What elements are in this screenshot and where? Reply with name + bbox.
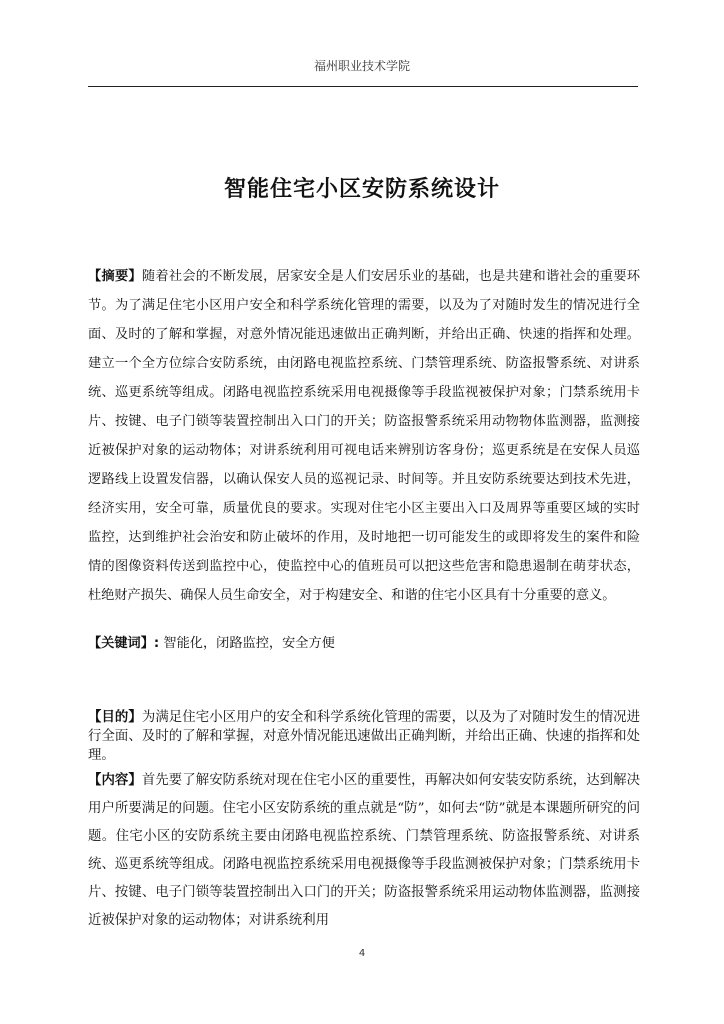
- content-text: 首先要了解安防系统对现在住宅小区的重要性，再解决如何安装安防系统，达到解决用户所要满足的问题。住宅小区安防系统的重点就是“防”，如何去“防”就是本课题所研究的问题。住宅小区的安防系统主要由闭路电视监控系统、门禁管理系统、防盗报警系统、对讲系统、巡更系统等组成。闭路电视监控系统采用电视摄像等手段监测被保护对象；门禁系统用卡片、按键、电子门锁等装置控制出入口门的开关；防盗报警系统采用运动物体监测器，监测接近被保护对象的运动物体；对讲系统利用: [88, 773, 641, 928]
- content-paragraph: [88, 766, 640, 935]
- abstract-paragraph: [88, 262, 640, 610]
- keywords-text: 智能化，闭路监控，安全方便: [163, 636, 335, 651]
- purpose-label: 【目的】: [88, 709, 142, 725]
- keywords-label: 【关键词】:: [88, 636, 160, 651]
- keywords-line: [88, 632, 640, 651]
- content-label: 【内容】: [88, 772, 142, 788]
- abstract-label: 【摘要】: [88, 269, 142, 284]
- abstract-text: 随着社会的不断发展，居家安全是人们安居乐业的基础，也是共建和谐社会的重要环节。为了满足住宅小区用户安全和科学系统化管理的需要，以及为了对随时发生的情况进行全面、及时的了解和掌握，对意外情况能迅速做出正确判断，并给出正确、快速的指挥和处理。建立一个全方位综合安防系统，由闭路电视监控系统、门禁管理系统、防盗报警系统、对讲系统、巡更系统等组成。闭路电视监控系统采用电视摄像等手段监视被保护对象；门禁系统用卡片、按键、电子门锁等装置控制出入口门的开关；防盗报警系统采用动物物体监测器，监测接近被保护对象的运动物体；对讲系统利用可视电话来辨别访客身份；巡更系统是在安保人员巡逻路线上设置发信器，以确认保安人员的巡视记录、时间等。并且安防系统要达到技术先进，经济实用，安全可靠，质量优良的要求。实现对住宅小区主要出入口及周界等重要区域的实时监控，达到维护社会治安和防止破坏的作用，及时地把一切可能发生的或即将发生的案件和险情的图像资料传送到监控中心，使监控中心的值班员可以把这些危害和隐患遏制在萌芽状态，杜绝财产损失、确保人员生命安全，对于构建安全、和谐的住宅小区具有十分重要的意义。: [88, 269, 641, 603]
- purpose-text: 为满足住宅小区用户的安全和科学系统化管理的需要，以及为了对随时发生的情况进行全面、及时的了解和掌握，对意外情况能迅速做出正确判断，并给出正确、快速的指挥和处理。: [88, 710, 641, 763]
- header-school-name: 福州职业技术学院: [313, 59, 410, 73]
- header-divider: [88, 86, 638, 87]
- document-title: 智能住宅小区安防系统设计: [223, 177, 500, 202]
- purpose-paragraph: [88, 708, 640, 765]
- page-number: 4: [358, 948, 366, 959]
